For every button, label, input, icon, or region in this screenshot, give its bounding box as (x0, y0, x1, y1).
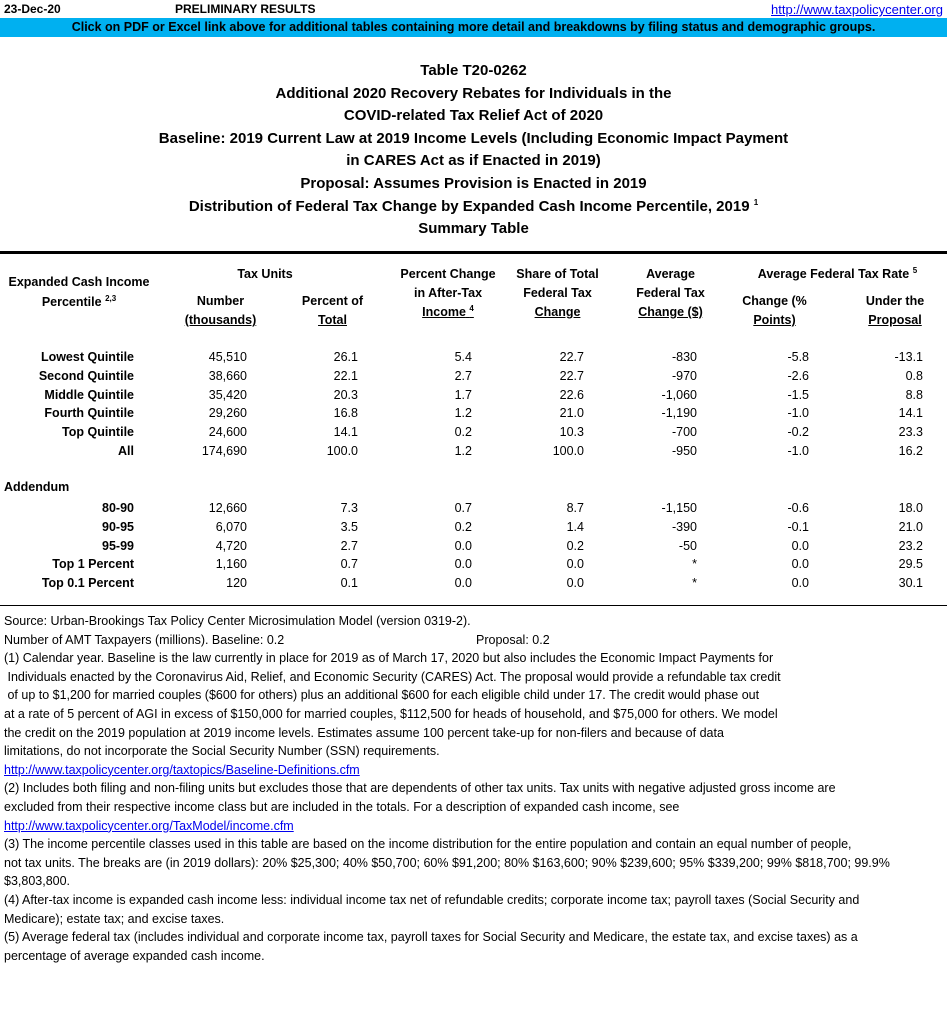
row-padding (923, 386, 947, 405)
percentile-header: Expanded Cash Income Percentile $^{2,3}$ (8, 275, 150, 309)
note-1 (4, 649, 944, 761)
cell-value: 1.4 (566, 519, 584, 534)
share-header: Share of Total Federal Tax Change (516, 267, 599, 319)
row-label: All (118, 443, 134, 458)
cell-value: * (692, 576, 697, 591)
cell-value: -830 (671, 350, 697, 364)
cell-value: -5.8 (787, 350, 809, 364)
cell-value: 4,720 (215, 538, 247, 553)
note-3 (4, 835, 944, 891)
cell-value: 8.8 (905, 387, 923, 402)
row-label: Top Quintile (62, 425, 134, 440)
cell-value: 23.3 (898, 425, 923, 440)
avg-change-header: Average Federal Tax Change ($) (636, 267, 705, 319)
note-2 (4, 779, 944, 816)
cell-value: 21.0 (559, 406, 584, 421)
row-label: Second Quintile (38, 368, 134, 383)
pct-change-header: Percent Change in After-Tax Income $^4$ (400, 267, 496, 319)
cell-value: 0.0 (454, 538, 472, 553)
row-label: Top 1 Percent (52, 557, 134, 572)
cell-value: 22.7 (559, 350, 584, 364)
table-row (0, 499, 947, 518)
row-label: Middle Quintile (44, 387, 134, 402)
percent-total-header: Percent of Total (301, 294, 364, 327)
row-label: Top 0.1 Percent (41, 576, 134, 591)
cell-value: 22.1 (333, 368, 358, 383)
tax-units-header: Tax Units (237, 267, 293, 281)
under-proposal-header: Under the Proposal (865, 294, 925, 327)
note-line: excluded from their respective income class but are included in the totals. For a description of expanded cash income, see (4, 799, 680, 814)
info-banner: Click on PDF or Excel link above for additional tables containing more detail and breakdowns by filing status and demographic groups. (0, 18, 947, 37)
cell-value: 120 (226, 576, 247, 591)
cell-value: 30.1 (898, 576, 923, 591)
cell-value: 12,660 (208, 501, 247, 515)
header-top-rule (0, 251, 947, 254)
row-label: Lowest Quintile (40, 350, 134, 364)
cell-value: 21.0 (898, 519, 923, 534)
note-line: (2) Includes both filing and non-filing units but excludes those that are dependents of other tax units. Tax units with negative adjusted gross income are (4, 781, 836, 796)
row-padding (923, 423, 947, 442)
cell-value: 26.1 (333, 350, 358, 364)
note-line: not tax units. The breaks are (in 2019 dollars): 20% $25,300; 40% $50,700; 60% $91,200; 80% $163,600; 90% $239,600; 95% $339,200; 99% $818,700; 99.9% (4, 855, 890, 870)
note-5 (4, 928, 944, 965)
cell-value: 45,510 (208, 350, 247, 364)
title-line: Additional 2020 Recovery Rebates for Individuals in the (275, 84, 672, 102)
note-line: the credit on the 2019 population at 2019 income levels. Estimates assume 100 percent take-up for non-filers and because of data (4, 725, 724, 740)
number-header: Number (thousands) (184, 294, 257, 327)
summary-table-label: Summary Table (418, 220, 529, 238)
preliminary-label: PRELIMINARY RESULTS (175, 2, 316, 16)
cell-value: 100.0 (552, 443, 584, 458)
cell-value: 1.2 (454, 406, 472, 421)
avg-rate-header: Average Federal Tax Rate $^5$ (757, 265, 918, 281)
cell-value: 14.1 (898, 406, 923, 421)
cell-value: -13.1 (894, 350, 923, 364)
row-padding (923, 348, 947, 367)
cell-value: 2.7 (454, 368, 472, 383)
row-label: Fourth Quintile (44, 406, 134, 421)
cell-value: 10.3 (559, 425, 584, 440)
row-label: 90-95 (102, 519, 134, 534)
table-number: Table T20-0262 (420, 62, 527, 79)
cell-value: * (692, 557, 697, 572)
cell-value: -1,190 (661, 406, 697, 421)
note-line: $3,803,800. (4, 874, 71, 889)
proposal-line: Proposal: Assumes Provision is Enacted in 2019 (300, 174, 647, 192)
table-row (0, 423, 947, 442)
baseline-definitions-link[interactable]: http://www.taxpolicycenter.org/taxtopics/Baseline-Definitions.cfm (4, 762, 360, 777)
amt-note: Number of AMT Taxpayers (millions). Baseline: 0.2 Proposal: 0.2 (4, 632, 550, 647)
addendum-label: Addendum (4, 480, 70, 494)
cell-value: 5.4 (454, 350, 472, 364)
note-4 (4, 891, 944, 928)
cell-value: -0.6 (787, 501, 809, 515)
note-line: of up to $1,200 for married couples ($600 for others) plus an additional $600 for each eligible child under 17. The credit would phase out (4, 688, 760, 703)
cell-value: 16.8 (333, 406, 358, 421)
row-label: 95-99 (102, 538, 134, 553)
cell-value: 29.5 (898, 557, 923, 572)
note-line: limitations, do not incorporate the Social Security Number (SSN) requirements. (4, 744, 440, 759)
row-padding (923, 442, 947, 461)
footer-rule (0, 605, 947, 606)
table-row (0, 404, 947, 423)
cell-value: 0.7 (454, 501, 472, 515)
cell-value: 0.7 (340, 557, 358, 572)
cell-value: -1.0 (787, 406, 809, 421)
cell-value: 0.0 (791, 538, 809, 553)
cell-value: 0.0 (566, 576, 584, 591)
table-row (0, 518, 947, 537)
cell-value: 0.2 (566, 538, 584, 553)
cell-value: 7.3 (340, 501, 358, 515)
report-date: 23-Dec-20 (4, 2, 61, 16)
cell-value: 22.6 (559, 387, 584, 402)
row-label: 80-90 (102, 501, 134, 515)
cell-value: 14.1 (333, 425, 358, 440)
cell-value: -950 (671, 443, 697, 458)
cell-value: 174,690 (201, 443, 247, 458)
cell-value: -1.5 (787, 387, 809, 402)
cell-value: 1.7 (454, 387, 472, 402)
cell-value: 100.0 (326, 443, 358, 458)
cell-value: 22.7 (559, 368, 584, 383)
note-line: (1) Calendar year. Baseline is the law currently in place for 2019 as of March 17, 2020 but also includes the Economic Impact Payments for (4, 651, 774, 666)
cell-value: 0.0 (566, 557, 584, 572)
cell-value: -390 (671, 519, 697, 534)
note-line: percentage of average expanded cash income. (4, 948, 265, 963)
cell-value: 2.7 (340, 538, 358, 553)
cell-value: 0.2 (454, 519, 472, 534)
rate-change-header: Change (% Points) (742, 294, 807, 327)
cell-value: -2.6 (787, 368, 809, 383)
note-line: (3) The income percentile classes used in this table are based on the income distribution for the entire population and contain an equal number of people, (4, 837, 852, 852)
table-row (0, 386, 947, 405)
tpc-home-link[interactable]: http://www.taxpolicycenter.org (771, 2, 943, 17)
cell-value: 0.0 (791, 576, 809, 591)
note-line: Individuals enacted by the Coronavirus Aid, Relief, and Economic Security (CARES) Act. The proposal would provide a refundable tax credit (4, 669, 781, 684)
distribution-line: Distribution of Federal Tax Change by Expanded Cash Income Percentile, 2019 $^1$ (188, 197, 759, 215)
cell-value: -1,150 (661, 501, 697, 515)
cell-value: 20.3 (333, 387, 358, 402)
row-padding (923, 518, 947, 537)
table-title-block (0, 60, 947, 241)
cell-value: 0.0 (454, 576, 472, 591)
note-line: at a rate of 5 percent of AGI in excess of $150,000 for married couples, $112,500 for heads of household, and $75,000 for others. We model (4, 706, 778, 721)
addendum-table (0, 499, 947, 593)
source-note: Source: Urban-Brookings Tax Policy Center Microsimulation Model (version 0319-2). (4, 614, 471, 628)
cell-value: 35,420 (208, 387, 247, 402)
quintile-table (0, 348, 947, 461)
baseline-line: in CARES Act as if Enacted in 2019) (346, 152, 601, 170)
cell-value: 0.0 (791, 557, 809, 572)
table-row (0, 348, 947, 367)
cell-value: -0.1 (787, 519, 809, 534)
cell-value: 29,260 (208, 406, 247, 421)
cell-value: 23.2 (898, 538, 923, 553)
cell-value: -700 (671, 425, 697, 440)
row-padding (923, 555, 947, 574)
cell-value: 0.0 (454, 557, 472, 572)
cell-value: 16.2 (898, 443, 923, 458)
table-row (0, 574, 947, 593)
cell-value: -50 (678, 538, 697, 553)
table-row (0, 367, 947, 386)
cell-value: -1,060 (661, 387, 697, 402)
note-line: Medicare); estate tax; and excise taxes. (4, 911, 225, 926)
row-padding (923, 499, 947, 518)
table-row (0, 537, 947, 556)
cell-value: 0.8 (905, 368, 923, 383)
cell-value: 3.5 (340, 519, 358, 534)
row-padding (923, 367, 947, 386)
row-padding (923, 404, 947, 423)
title-line: COVID-related Tax Relief Act of 2020 (343, 107, 604, 125)
footnotes (4, 612, 944, 965)
row-padding (923, 537, 947, 556)
note-line: (5) Average federal tax (includes individual and corporate income tax, payroll taxes for Social Security and Medicare, the estate tax, and excise taxes) as a (4, 930, 858, 945)
cell-value: 1,160 (215, 557, 247, 572)
row-padding (923, 574, 947, 593)
cell-value: 8.7 (566, 501, 584, 515)
cell-value: 1.2 (454, 443, 472, 458)
income-definition-link[interactable]: http://www.taxpolicycenter.org/TaxModel/income.cfm (4, 818, 294, 833)
cell-value: 0.2 (454, 425, 472, 440)
cell-value: -1.0 (787, 443, 809, 458)
table-row (0, 442, 947, 461)
cell-value: 38,660 (208, 368, 247, 383)
cell-value: -0.2 (787, 425, 809, 440)
cell-value: 6,070 (215, 519, 247, 534)
baseline-line: Baseline: 2019 Current Law at 2019 Income Levels (Including Economic Impact Payment (158, 129, 789, 147)
cell-value: 24,600 (208, 425, 247, 440)
cell-value: -970 (671, 368, 697, 383)
note-line: (4) After-tax income is expanded cash income less: individual income tax net of refundable credits; corporate income tax; payroll taxes (Social Security and (4, 892, 860, 907)
cell-value: 0.1 (340, 576, 358, 591)
table-row (0, 555, 947, 574)
cell-value: 18.0 (898, 501, 923, 515)
